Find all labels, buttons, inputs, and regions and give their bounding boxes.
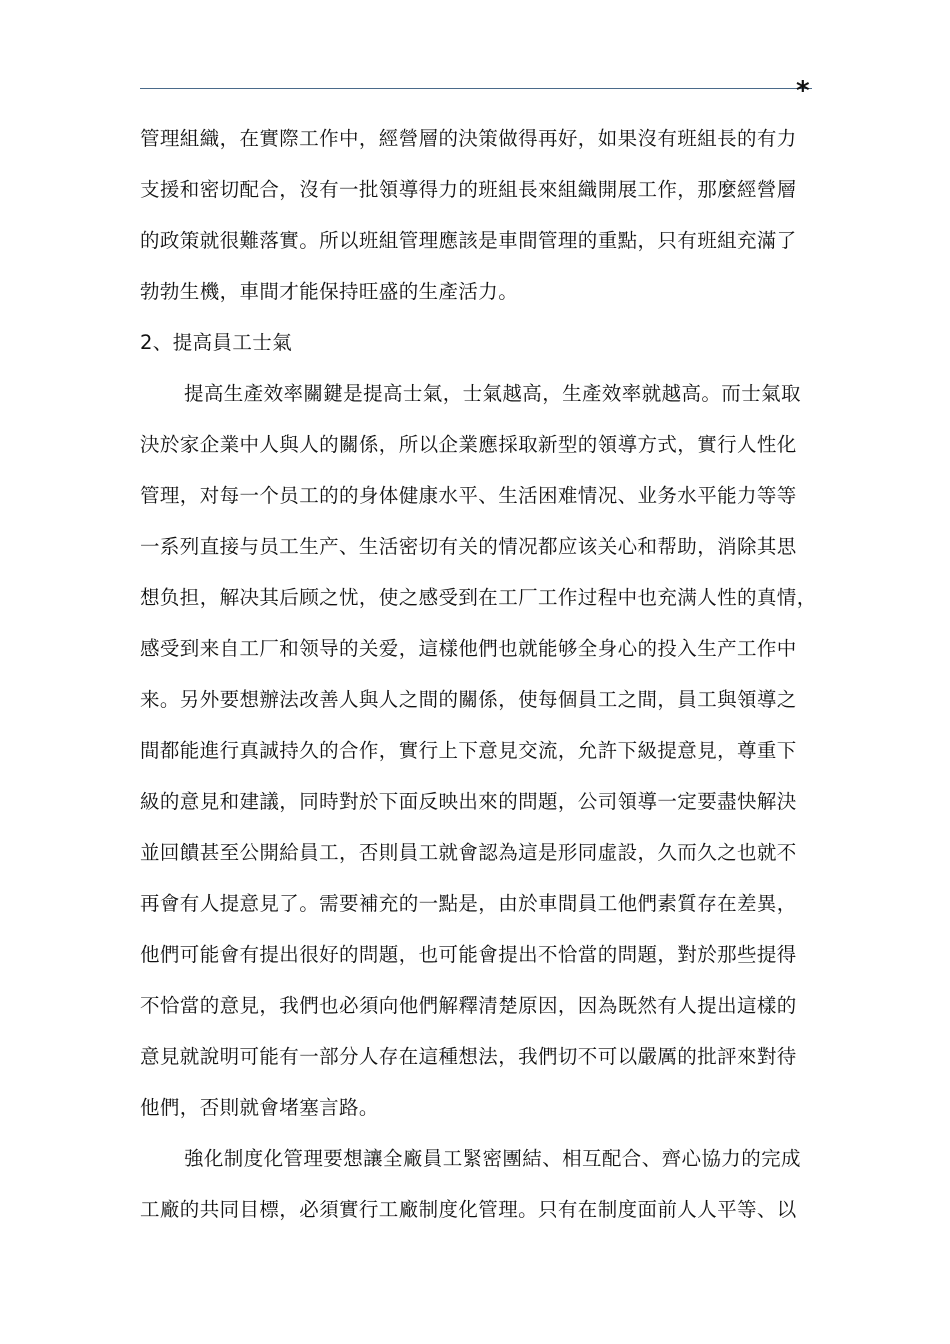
- text-line: 級的意見和建議，同時對於下面反映出來的問題，公司領導一定要盡快解決: [140, 790, 797, 813]
- text-line: 他們可能會有提出很好的問題，也可能會提出不恰當的問題，對於那些提得: [140, 943, 797, 966]
- text-line: 支援和密切配合，沒有一批領導得力的班組長來組織開展工作，那麼經營層: [140, 178, 797, 201]
- text-line: 的政策就很難落實。所以班組管理應該是車間管理的重點，只有班組充滿了: [140, 229, 797, 252]
- header-asterisk-mark: *: [796, 76, 810, 106]
- text-line: 感受到来自工厂和领导的关爱，這樣他們也就能够全身心的投入生产工作中: [140, 637, 797, 660]
- text-line: 工廠的共同目標，必須實行工廠制度化管理。只有在制度面前人人平等、以: [140, 1198, 797, 1221]
- text-line: 並回饋甚至公開給員工，否則員工就會認為這是形同虛設，久而久之也就不: [140, 841, 797, 864]
- text-line: 決於家企業中人與人的關係，所以企業應採取新型的領導方式，實行人性化: [140, 433, 797, 456]
- text-line: 勃勃生機，車間才能保持旺盛的生產活力。: [140, 280, 519, 303]
- text-line: 一系列直接与员工生产、生活密切有关的情况都应该关心和帮助，消除其思: [140, 535, 797, 558]
- text-line: 強化制度化管理要想讓全廠員工緊密團結、相互配合、齊心協力的完成: [184, 1147, 801, 1170]
- text-line: 管理組織，在實際工作中，經營層的決策做得再好，如果沒有班組長的有力: [140, 127, 797, 150]
- text-line: 意見就說明可能有一部分人存在這種想法，我們切不可以嚴厲的批評來對待: [140, 1045, 797, 1068]
- text-line: 再會有人提意見了。需要補充的一點是，由於車間員工他們素質存在差異，: [140, 892, 797, 915]
- text-line: 他們，否則就會堵塞言路。: [140, 1096, 379, 1119]
- section-heading: 2、提高員工士氣: [140, 331, 293, 354]
- text-line: 不恰當的意見，我們也必須向他們解釋清楚原因，因為既然有人提出這樣的: [140, 994, 797, 1017]
- text-line: 想负担，解决其后顾之忧，使之感受到在工厂工作过程中也充满人性的真情，: [140, 586, 817, 609]
- text-line: 管理，对每一个员工的的身体健康水平、生活困难情况、业务水平能力等等: [140, 484, 797, 507]
- text-line: 来。另外要想辦法改善人與人之間的關係，使每個員工之間，員工與領導之: [140, 688, 797, 711]
- text-line: 間都能進行真誠持久的合作，實行上下意見交流，允許下級提意見，尊重下: [140, 739, 797, 762]
- header-rule: [140, 88, 812, 89]
- text-line: 提高生產效率關鍵是提高士氣，士氣越高，生產效率就越高。而士氣取: [184, 382, 801, 405]
